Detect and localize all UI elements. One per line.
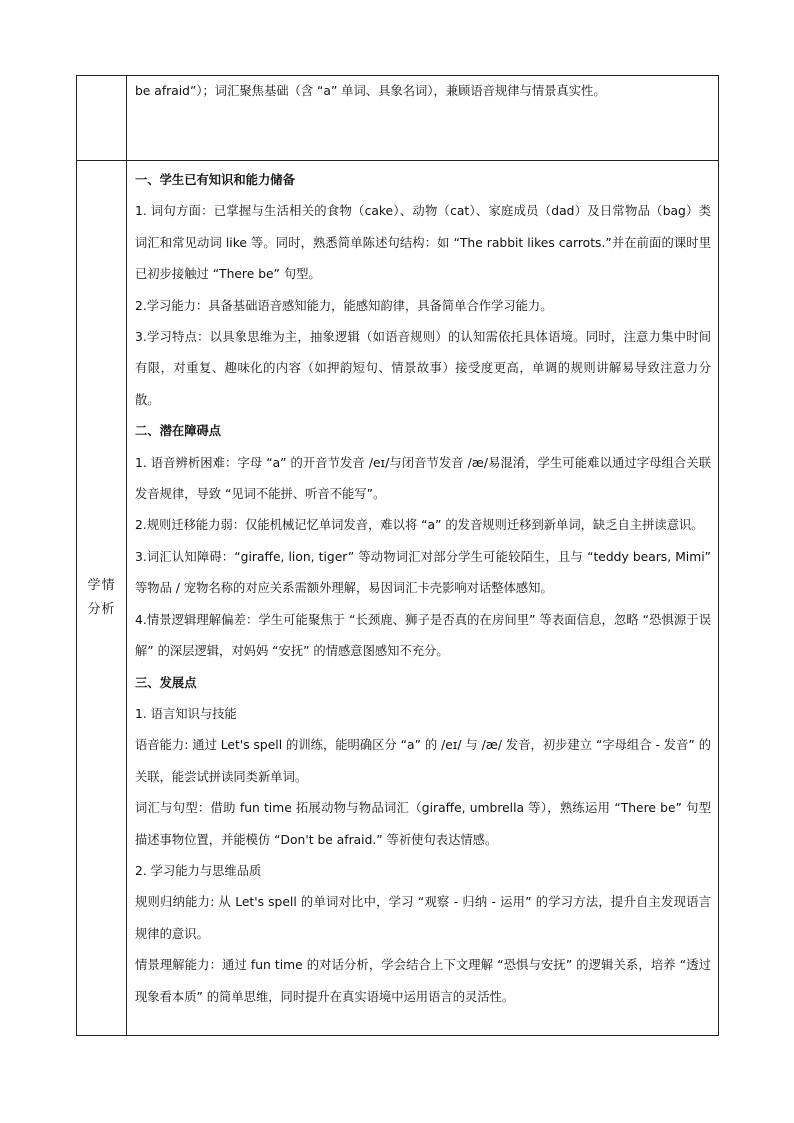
body-paragraph: 语音能力: 通过 Let's spell 的训练，能明确区分 “a” 的 /eɪ/ 与 /æ/ 发音，初步建立 “字母组合 - 发音” 的关联，能尝试拼读同类新单词。 <box>135 738 711 784</box>
table-row-continued <box>77 76 719 161</box>
row-label-cell <box>77 161 127 1036</box>
empty-label-cell <box>77 76 127 161</box>
analysis-table <box>76 75 719 1036</box>
continued-paragraph: be afraid”）；词汇聚焦基础（含 “a” 单词、具象名词），兼顾语音规律与情景真实性。 <box>135 84 606 98</box>
section-heading: 一、学生已有知识和能力储备 <box>135 173 295 187</box>
table-row-learner-analysis <box>77 161 719 1036</box>
body-paragraph: 规则归纳能力: 从 Let's spell 的单词对比中，学习 “观察 - 归纳 - 运用” 的学习方法，提升自主发现语言规律的意识。 <box>135 895 711 941</box>
body-paragraph: 4.情景逻辑理解偏差：学生可能聚焦于 “长颈鹿、狮子是否真的在房间里” 等表面信息，忽略 “恐惧源于误解” 的深层逻辑，对妈妈 “安抚” 的情感意图感知不充分。 <box>135 612 711 659</box>
continued-content-cell <box>127 76 719 161</box>
body-paragraph: 1. 词句方面：已掌握与生活相关的食物（cake）、动物（cat）、家庭成员（dad）及日常物品（bag）类词汇和常见动词 like 等。同时，熟悉简单陈述句结构：如 “The rabbit likes carrots.”并在前面的课时里已初步接触过 “There be” 句型。 <box>135 204 711 282</box>
row-label <box>87 574 115 622</box>
body-paragraph: 词汇与句型：借助 fun time 拓展动物与物品词汇（giraffe, umbrella 等），熟练运用 “There be” 句型描述事物位置，并能模仿 “Don't be afraid.” 等祈使句表达情感。 <box>135 801 711 847</box>
body-paragraph: 3.词汇认知障碍：“giraffe, lion, tiger” 等动物词汇对部分学生可能较陌生，且与 “teddy bears, Mimi” 等物品 / 宠物名称的对应关系需额外理解，易因词汇卡壳影响对话整体感知。 <box>135 549 711 596</box>
body-paragraph: 2.规则迁移能力弱：仅能机械记忆单词发音，难以将 “a” 的发音规则迁移到新单词，缺乏自主拼读意识。 <box>135 518 704 533</box>
analysis-content-cell <box>127 161 719 1036</box>
body-paragraph: 2.学习能力：具备基础语音感知能力，能感知韵律，具备简单合作学习能力。 <box>135 298 553 313</box>
body-paragraph: 情景理解能力：通过 fun time 的对话分析，学会结合上下文理解 “恐惧与安抚” 的逻辑关系，培养 “透过现象看本质” 的简单思维，同时提升在真实语境中运用语言的灵活性。 <box>135 958 711 1004</box>
analysis-content <box>127 161 718 1013</box>
body-paragraph: 1. 语言知识与技能 <box>135 706 237 721</box>
section-heading: 二、潜在障碍点 <box>135 424 222 439</box>
row-label-line2: 分析 <box>87 602 116 617</box>
body-paragraph: 3.学习特点：以具象思维为主，抽象逻辑（如语音规则）的认知需依托具体语境。同时，注意力集中时间有限，对重复、趣味化的内容（如押韵短句、情景故事）接受度更高，单调的规则讲解易导致注意力分散。 <box>135 330 711 407</box>
body-paragraph: 1. 语音辨析困难：字母 “a” 的开音节发音 /eɪ/与闭音节发音 /æ/易混淆，学生可能难以通过字母组合关联发音规律，导致 “见词不能拼、听音不能写”。 <box>135 455 711 502</box>
body-paragraph: 2. 学习能力与思维品质 <box>135 863 262 878</box>
row-label-line1: 学情 <box>87 578 116 593</box>
section-heading: 三、发展点 <box>135 675 197 690</box>
